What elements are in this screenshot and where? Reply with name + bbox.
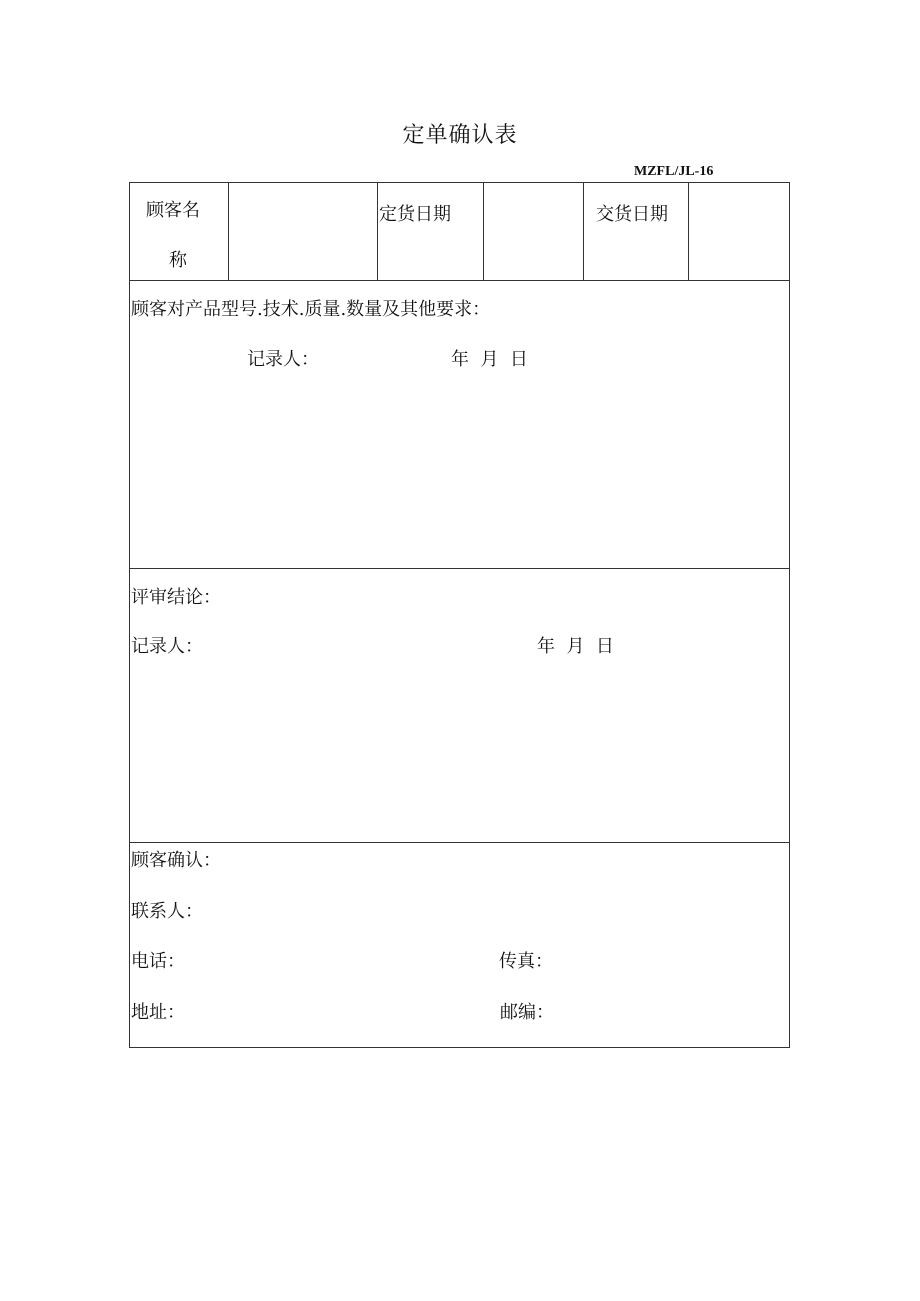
col-divider-4 (583, 182, 584, 280)
col-divider-5 (688, 182, 689, 280)
row-divider-3 (129, 842, 790, 843)
document-code: MZFL/JL-16 (634, 164, 714, 179)
document-title: 定单确认表 (402, 123, 518, 148)
customer-name-label: 顾客名 (146, 200, 200, 221)
customer-name-label-cont: 称 (169, 250, 187, 271)
fax-label: 传真： (499, 951, 553, 972)
review-recorder-label: 记录人： (131, 636, 203, 657)
contact-label: 联系人： (131, 901, 203, 922)
border-left (129, 182, 130, 1048)
delivery-date-label: 交货日期 (596, 204, 668, 225)
review-label: 评审结论： (131, 587, 221, 608)
col-divider-3 (483, 182, 484, 280)
border-bottom (129, 1047, 790, 1048)
col-divider-1 (228, 182, 229, 280)
phone-label: 电话： (131, 951, 185, 972)
postcode-label: 邮编： (500, 1002, 554, 1023)
requirements-date-label: 年 月 日 (451, 349, 528, 370)
row-divider-1 (129, 280, 790, 281)
col-divider-2 (377, 182, 378, 280)
border-right (789, 182, 790, 1048)
requirements-recorder-label: 记录人： (247, 349, 319, 370)
requirements-label: 顾客对产品型号.技术.质量.数量及其他要求： (131, 299, 491, 320)
row-divider-2 (129, 568, 790, 569)
review-date-label: 年 月 日 (537, 636, 614, 657)
customer-confirm-label: 顾客确认： (131, 850, 221, 871)
order-date-label: 定货日期 (379, 204, 451, 225)
address-label: 地址： (131, 1002, 185, 1023)
order-confirmation-form (129, 182, 790, 1048)
